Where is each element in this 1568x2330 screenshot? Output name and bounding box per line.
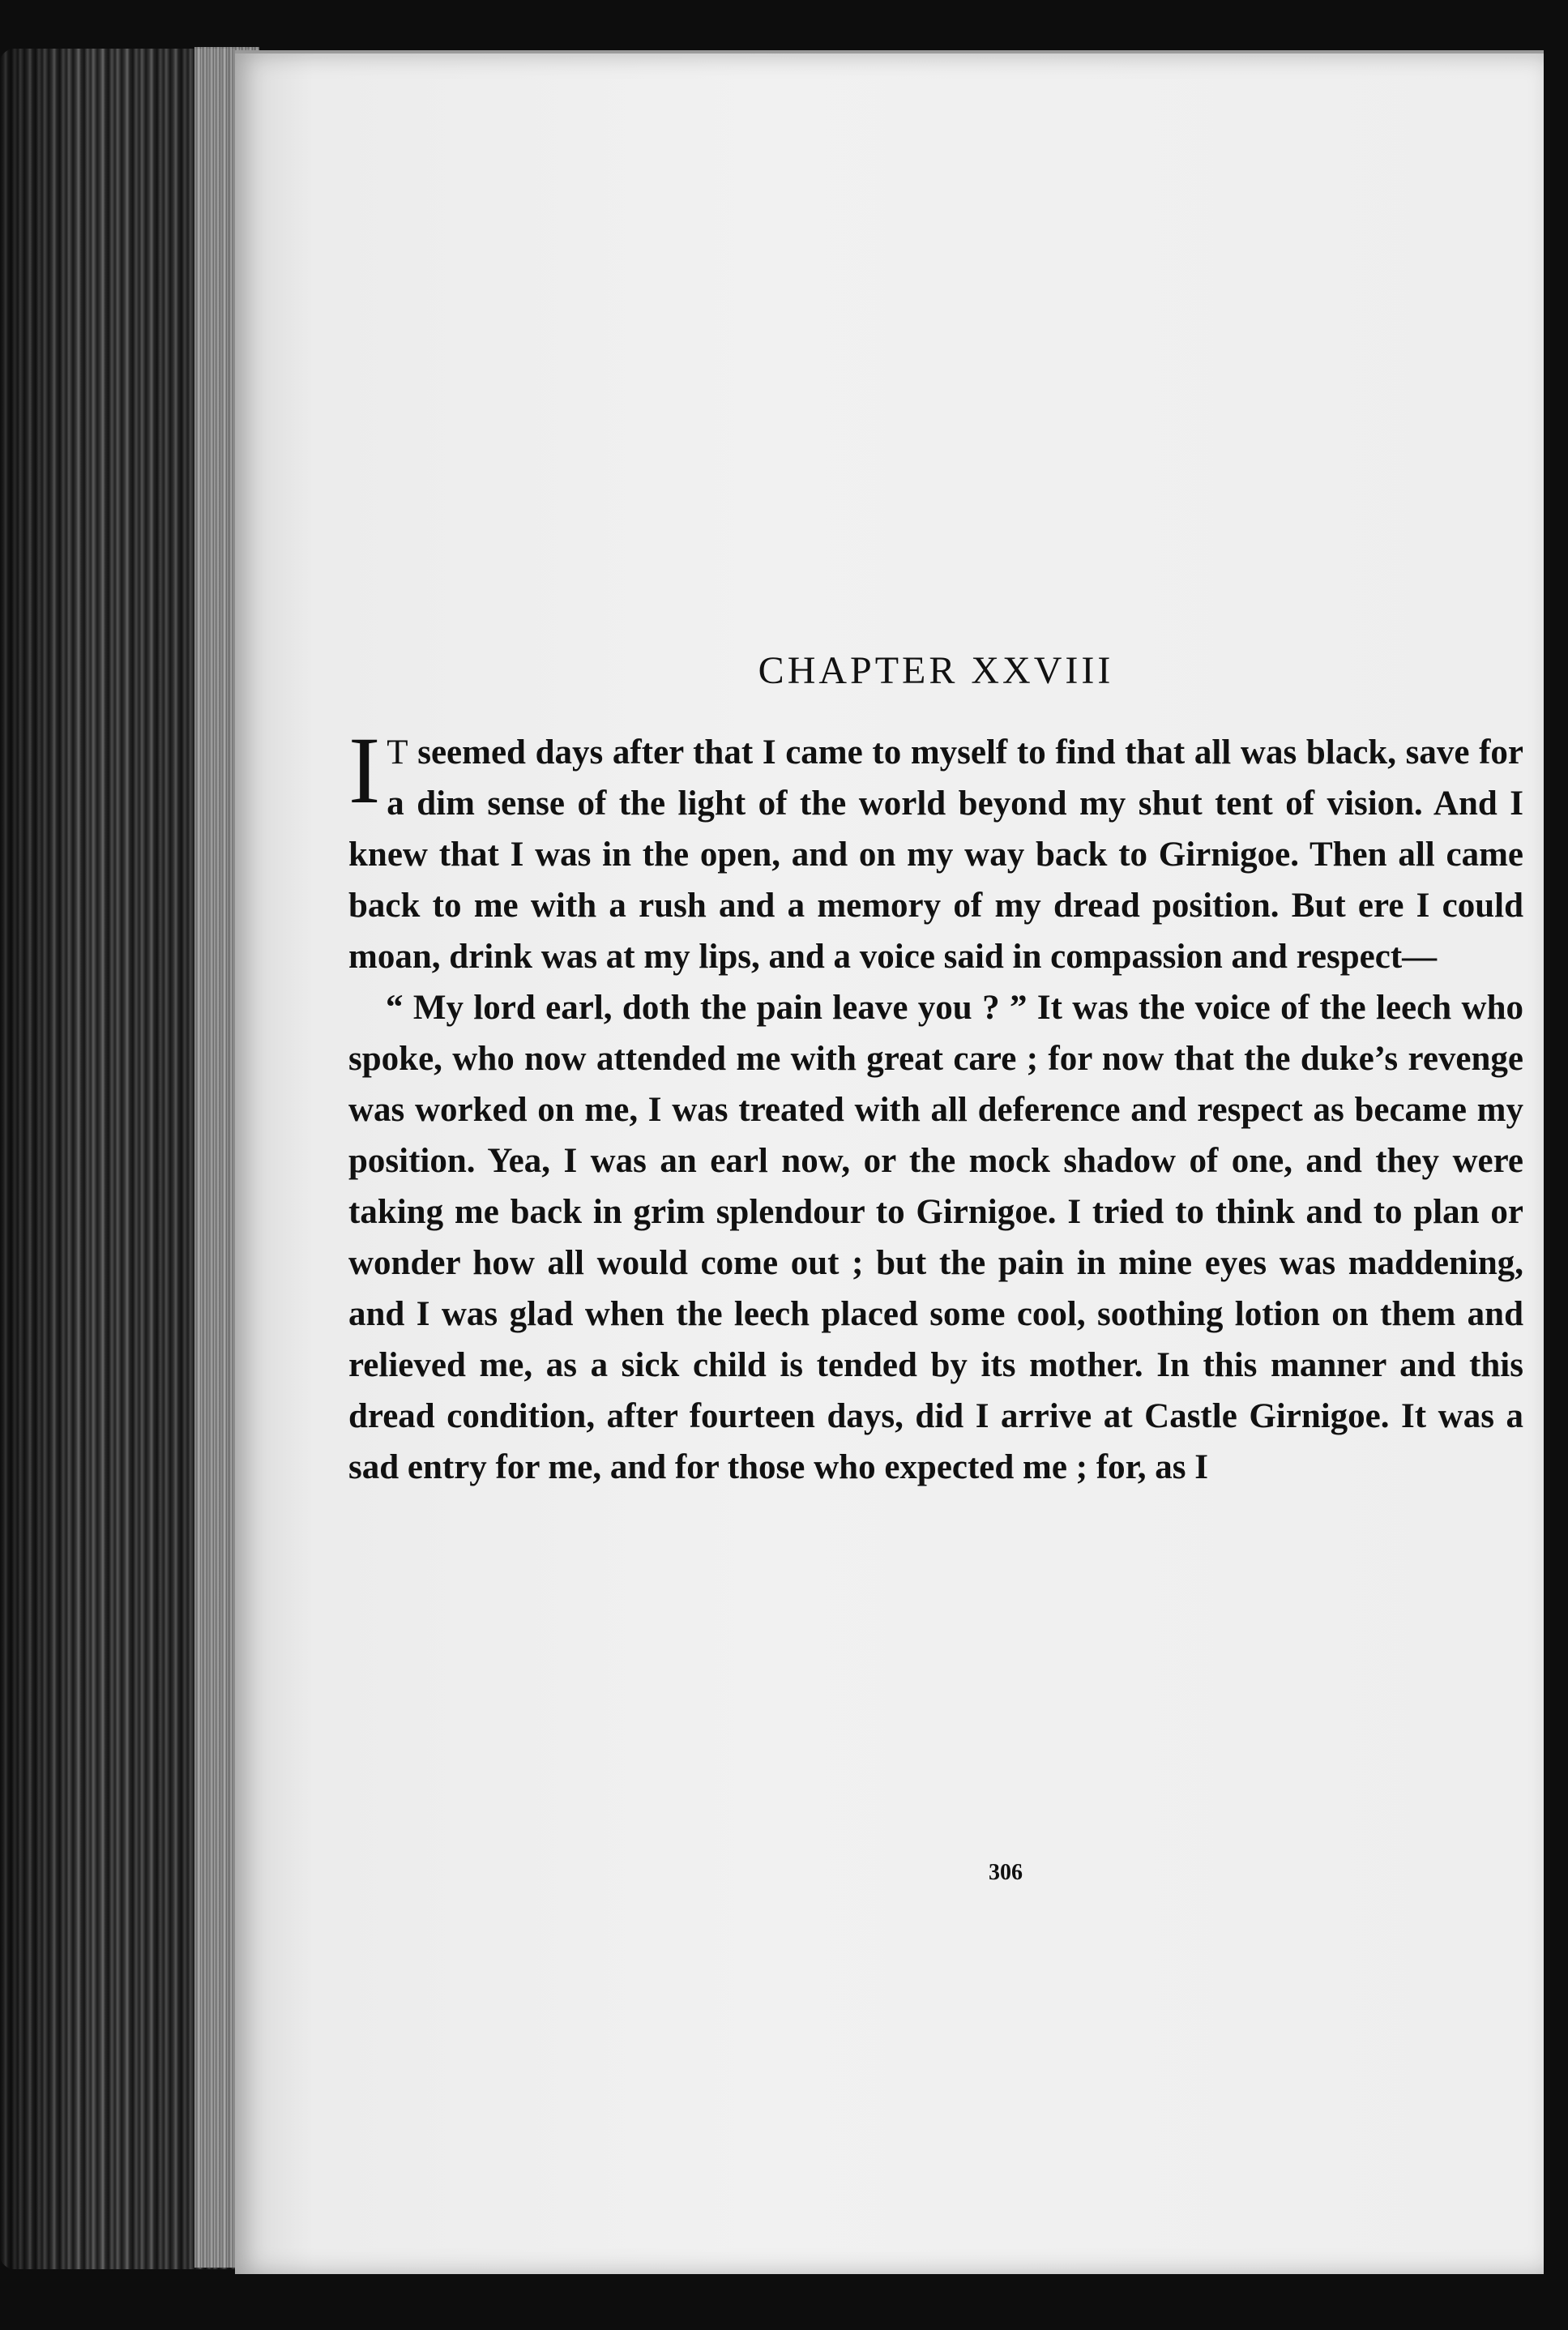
first-word-rest: T bbox=[387, 733, 408, 772]
page-number: 306 bbox=[989, 1860, 1023, 1885]
paragraph-2: “ My lord earl, doth the pain leave you ? ” It was the voice of the leech who spoke, who now attended me with great care ; for now that the duke’s revenge was worked on me, I was treated with all deference and respect as became my position. Yea, I was an earl now, or the mock shadow of one, and they were taking me back in grim splendour to Girnigoe. I tried to think and to plan or wonder how all would come out ; but the pain in mine eyes was maddening, and I was glad when the leech placed some cool, soothing lotion on them and relieved me, as a sick child is tended by its mother. In this manner and this dread condition, after fourteen days, did I arrive at Castle Girnigoe. It was a sad entry for me, and for those who expected me ; for, as I bbox=[348, 989, 1523, 1486]
paragraph-1 bbox=[348, 717, 1523, 982]
paragraph-1-text: seemed days after that I came to myself to find that all was black, save for a dim sense of the light of the world beyond my shut tent of vision. And I knew that I was in the open, and on my way back to Girnigoe. Then all came back to me with a rush and a memory of my dread position. But ere I could moan, drink was at my lips, and a voice said in compassion and respect— bbox=[348, 733, 1523, 976]
chapter-heading: CHAPTER XXVIII bbox=[758, 649, 1114, 692]
page-text bbox=[348, 648, 1523, 1493]
drop-cap: I bbox=[348, 717, 381, 823]
